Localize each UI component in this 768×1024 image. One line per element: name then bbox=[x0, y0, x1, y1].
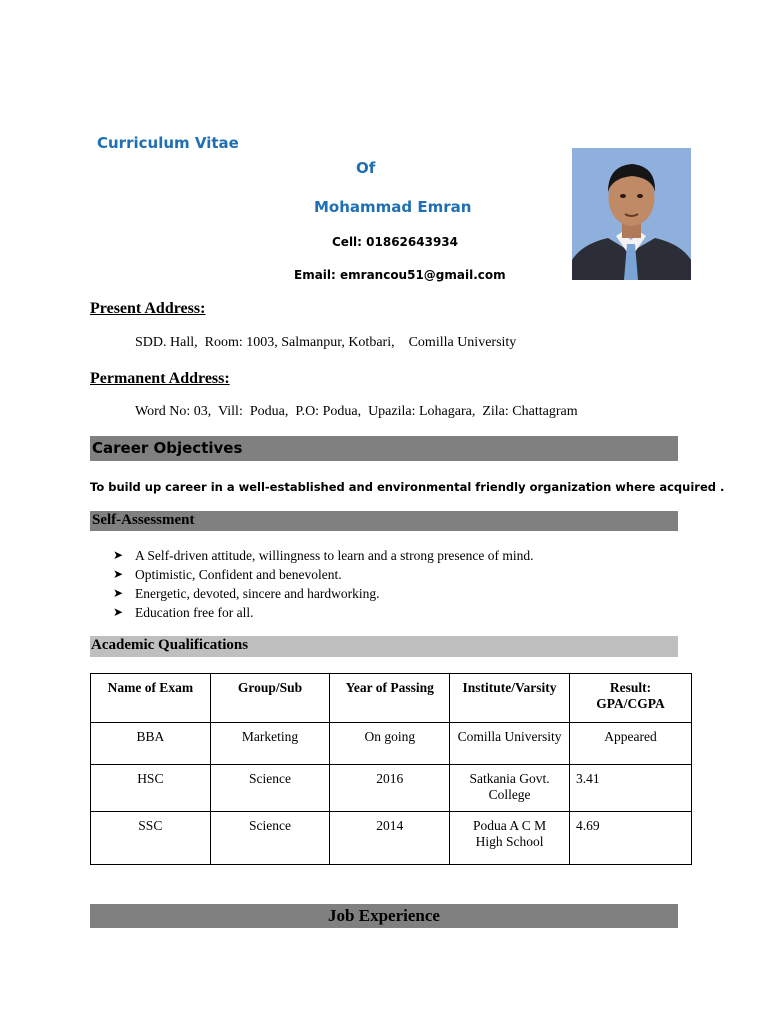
table-cell: Science bbox=[210, 812, 330, 865]
career-objectives-bar bbox=[90, 436, 678, 461]
table-row bbox=[91, 723, 692, 765]
arrow-bullet-icon: ➤ bbox=[113, 567, 124, 581]
table-row bbox=[91, 765, 692, 812]
arrow-bullet-icon: ➤ bbox=[113, 586, 124, 600]
cv-title: Curriculum Vitae bbox=[97, 134, 239, 152]
arrow-bullet-icon: ➤ bbox=[113, 548, 124, 562]
table-cell: Appeared bbox=[570, 723, 692, 765]
self-assessment-bar bbox=[90, 511, 678, 531]
column-header: Name of Exam bbox=[91, 674, 211, 723]
job-experience-heading: Job Experience bbox=[328, 906, 440, 925]
cv-name: Mohammad Emran bbox=[314, 198, 472, 216]
present-address-heading: Present Address: bbox=[90, 300, 206, 317]
column-header: Institute/Varsity bbox=[450, 674, 570, 723]
permanent-address-text: Word No: 03, Vill: Podua, P.O: Podua, Upazila: Lohagara, Zila: Chattagram bbox=[135, 404, 578, 419]
table-row bbox=[91, 812, 692, 865]
person-portrait-icon bbox=[572, 148, 691, 280]
self-assessment-heading: Self-Assessment bbox=[92, 512, 195, 528]
career-objectives-heading: Career Objectives bbox=[92, 439, 243, 457]
table-cell: SSC bbox=[91, 812, 211, 865]
table-cell: 3.41 bbox=[570, 765, 692, 812]
present-address-text: SDD. Hall, Room: 1003, Salmanpur, Kotbari, Comilla University bbox=[135, 335, 517, 350]
cv-of: Of bbox=[356, 159, 376, 177]
table-cell: On going bbox=[330, 723, 450, 765]
table-cell: HSC bbox=[91, 765, 211, 812]
table-cell: Science bbox=[210, 765, 330, 812]
table-cell: 4.69 bbox=[570, 812, 692, 865]
academic-table bbox=[90, 673, 692, 865]
permanent-address-heading: Permanent Address: bbox=[90, 370, 230, 387]
table-cell: 2016 bbox=[330, 765, 450, 812]
table-cell: Satkania Govt. College bbox=[450, 765, 570, 812]
list-item: ➤ A Self-driven attitude, willingness to learn and a strong presence of mind. bbox=[113, 548, 534, 563]
career-objective-text: To build up career in a well-established and environmental friendly organization where acquired . bbox=[90, 480, 725, 494]
table-header-row bbox=[91, 674, 692, 723]
table-cell: BBA bbox=[91, 723, 211, 765]
column-header: Year of Passing bbox=[330, 674, 450, 723]
self-assessment-list bbox=[113, 546, 673, 622]
email-address: Email: emrancou51@gmail.com bbox=[294, 268, 506, 282]
table-cell: Podua A C M High School bbox=[450, 812, 570, 865]
table-cell: Marketing bbox=[210, 723, 330, 765]
list-item: ➤ Energetic, devoted, sincere and hardworking. bbox=[113, 586, 380, 601]
column-header: Result: GPA/CGPA bbox=[570, 674, 692, 723]
academic-qualifications-bar bbox=[90, 636, 678, 657]
cell-number: Cell: 01862643934 bbox=[332, 235, 458, 249]
table-cell: 2014 bbox=[330, 812, 450, 865]
column-header: Group/Sub bbox=[210, 674, 330, 723]
arrow-bullet-icon: ➤ bbox=[113, 605, 124, 619]
table-cell: Comilla University bbox=[450, 723, 570, 765]
profile-photo bbox=[572, 148, 691, 280]
list-item: ➤ Education free for all. bbox=[113, 605, 254, 620]
list-item: ➤ Optimistic, Confident and benevolent. bbox=[113, 567, 342, 582]
academic-qualifications-heading: Academic Qualifications bbox=[91, 637, 249, 653]
job-experience-bar bbox=[90, 904, 678, 928]
